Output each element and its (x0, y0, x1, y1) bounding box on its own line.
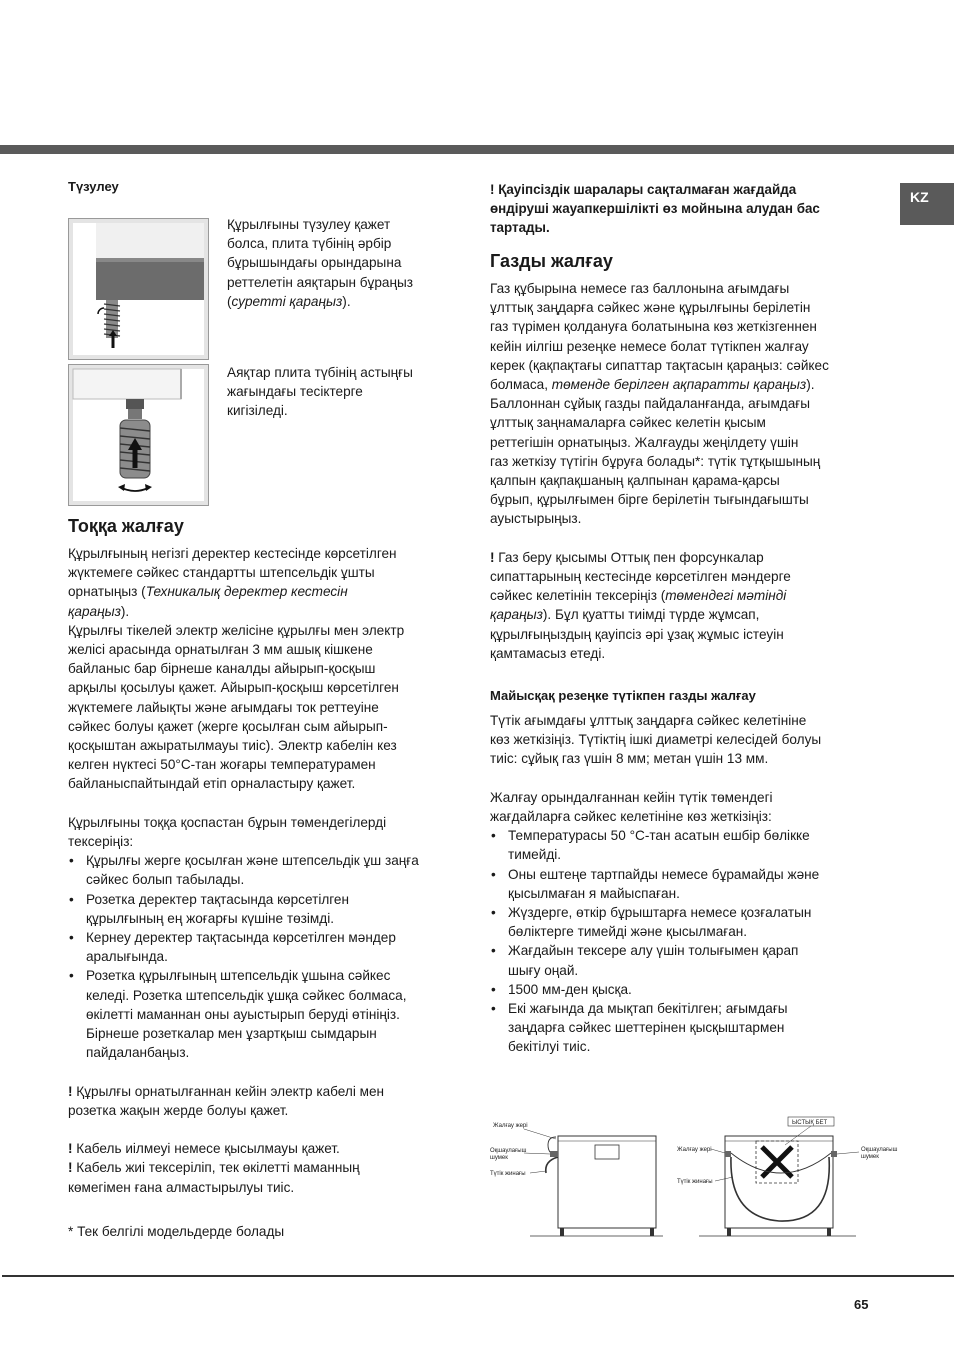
language-tab: KZ (900, 183, 954, 225)
list-item: • Жүздерге, өткір бұрыштарға немесе қозғалатын бөліктерге тимейді және қысылмаған. (490, 903, 890, 941)
safety-warning: ! Қауіпсіздік шаралары сақталмаған жағдайда өндіруші жауапкершілікті өз мойнына алудан бас тартады. (490, 182, 820, 236)
svg-text:Оқшаулағыш: Оқшаулағыш (490, 1148, 527, 1154)
warning-cable-access: ! Құрылғы орнатылғаннан кейін электр кабелі мен (68, 1083, 385, 1099)
warning-cable-bend: ! Кабель иілмеуі немесе қысылмауы қажет. (68, 1141, 340, 1157)
gas-connection-title: Газды жалғау (490, 251, 613, 271)
power-connection-body: Құрылғының негізгі деректер кестесінде көрсетілген жүктемеге сәйкес стандартты штепсельдік ұшты орнатыңыз (Техникалық деректер кестесін қараңыз). Құрылғы тікелей электр желісіне құрылғы мен электр желісі арасында орнатылған 3 мм ашық кішкене байланыс бар бірнеше каналды айырып-қосқыш арқылы қосылуы қажет. Айырып-қосқыш көрсетілген жүктемеге лайықты және ағымдағы ток реттеуіне сәйкес болуы қажет (жерге қосылған сым айырып- қосқыштан ажыратылмауы тиіс). Электр кабелін кез келген нүктесі 50°С-тан жоғары температурамен байланыспайтындай етіп орналастыру қажет. Құрылғыны тоққа қоспастан бұрын төмендегілерді тексеріңіз: • Құрылғы жерге қосылған және штепсельдік ұш заңға сәйкес болып табылады. • Розетка деректер тақтасында көрсетілген құрылғының ең жоғарғы күшіне төзімді. • Кернеу деректер тақтасында көрсетілген мәндер аралығында. • Розетка құрылғының штепсельдік ұшына сәйкес келеді. Розетка штепсельдік ұшқа сәйкес болмаса, өкілетті маманнан оны ауыстырып беруді өтініңіз. Бірнеше розеткалар мен ұзартқыш сымдарын пайдаланбаңыз. ! Құрылғы орнатылғаннан кейін электр кабелі мен розетка жақын жерде болуы қажет. ! Кабель иілмеуі немесе қысылмауы қажет. ! Кабель жиі тексеріліп, тек өкілетті маманның көмегімен ғана алмастырылуы тиіс. (68, 544, 458, 1197)
svg-text:шумек: шумек (490, 1155, 508, 1161)
hose-connection-title: Майысқақ резеңке түтікпен газды жалғау (490, 688, 756, 703)
hose-diagram-incorrect (673, 1115, 905, 1241)
list-item: • Екі жағында да мықтап бекітілген; ағымдағы заңдарға сәйкес шеттерінен қысқыштармен бекітілуі тиіс. (490, 999, 890, 1057)
levelling-title: Түзулеу (68, 179, 119, 194)
hose-check-list (490, 826, 890, 1056)
svg-text:Түтік жинағы: Түтік жинағы (677, 1179, 713, 1185)
svg-text:шумек: шумек (861, 1154, 879, 1160)
power-connection-title: Тоққа жалғау (68, 516, 184, 536)
list-item: • Розетка деректер тақтасында көрсетілген құрылғының ең жоғарғы күшіне төзімді. (68, 890, 458, 928)
gas-connection-body: Газ құбырына немесе газ баллонына ағымдағы ұлттық заңдарға сәйкес және құрылғыны берілетін газ түрімен қолдануға болатынына көз жеткізгеннен кейін иілгіш резеңке немесе болат түтікпен жалғау керек (қақпақтағы сипаттар тақтасын қараңыз: сәйкес болмаса, төменде берілген ақпаратты қараңыз). Баллоннан сұйық газды пайдаланғанда, ағымдағы ұлттық заңнамаларға сәйкес келетін қысым реттегішін орнатыңыз. Жалғауды жеңілдету үшін газ жеткізу түтігін бұруға болады*: түтік тұтқышының қалпын қақпақшаның қалпынан қарама-қарсы бұрып, құрылғымен бірге берілетін тығындағышты ауыстырыңыз. ! Газ беру қысымы Оттық пен форсункалар сипаттарының кестесінде көрсетілген мәндерге сәйкес келетінін тексеріңіз (төмендегі мәтінді қараңыз). Бұл қуатты тиімді түрде жұмсап, құрылғыңыздың қауіпсіз әрі ұзақ жұмыс істеуін қамтамасыз етеді. (490, 281, 829, 661)
levelling-text-2: Аяқтар плита түбінің астыңғы жағындағы тесіктерге кигізіледі. (227, 365, 413, 419)
levelling-text-1: Құрылғыны түзулеу қажет болса, плита түбінің әрбір бұрышындағы орындарына реттелетін аяқтарын бұраңыз (суретті қараңыз). (227, 217, 413, 309)
hose-diagram-correct (488, 1115, 663, 1241)
list-item: • Құрылғы жерге қосылған және штепсельдік ұш заңға сәйкес болып табылады. (68, 851, 458, 889)
list-item: • Кернеу деректер тақтасында көрсетілген мәндер аралығында. (68, 928, 458, 966)
footer-rule (2, 1275, 954, 1277)
footnote: * Тек белгілі модельдерде болады (68, 1224, 285, 1239)
svg-text:Жалғау жері: Жалғау жері (677, 1147, 712, 1153)
warning-cable-check: ! Кабель жиі тексеріліп, тек өкілетті маманның (68, 1160, 360, 1176)
svg-text:ЫСТЫҚ БЕТ: ЫСТЫҚ БЕТ (792, 1120, 828, 1126)
list-item: • Жағдайын тексере алу үшін толығымен қарап шығу оңай. (490, 941, 890, 979)
header-bar (0, 145, 954, 154)
list-item: • 1500 мм-ден қысқа. (490, 980, 890, 999)
page-number: 65 (854, 1297, 869, 1312)
list-item: • Оны ештеңе тартпайды немесе бұрамайды және қысылмаған я майыспаған. (490, 865, 890, 903)
levelling-figure-bottom (68, 364, 209, 506)
hose-connection-body: Түтік ағымдағы ұлттық заңдарға сәйкес келетініне көз жеткізіңіз. Түтіктің ішкі диаметрі келесідей болуы тиіс: сұйық газ үшін 8 мм; метан үшін 13 мм. Жалғау орындалғаннан кейін түтік төмендегі жағдайларға сәйкес келетініне көз жеткізіңіз: • Температурасы 50 °C-тан асатын ешбір бөлікке тимейді. • Оны ештеңе тартпайды немесе бұрамайды және қысылмаған я майыспаған. • Жүздерге, өткір бұрыштарға немесе қозғалатын бөліктерге тимейді және қысылмаған. • Жағдайын тексере алу үшін толығымен қарап шығу оңай. • 1500 мм-ден қысқа. • Екі жағында да мықтап бекітілген; ағымдағы заңдарға сәйкес шеттерінен қысқыштармен бекітілуі тиіс. (490, 711, 890, 1057)
svg-text:Түтік жинағы: Түтік жинағы (490, 1171, 526, 1177)
levelling-figure-top (68, 218, 209, 360)
svg-text:Жалғау жері: Жалғау жері (493, 1123, 528, 1129)
check-list (68, 851, 458, 1062)
svg-text:Оқшаулағыш: Оқшаулағыш (861, 1147, 898, 1153)
list-item: • Розетка құрылғының штепсельдік ұшына сәйкес келеді. Розетка штепсельдік ұшқа сәйкес болмаса, өкілетті маманнан оны ауыстырып беруді өтініңіз. Бірнеше розеткалар мен ұзартқыш сымдарын пайдаланбаңыз. (68, 966, 458, 1062)
list-item: • Температурасы 50 °C-тан асатын ешбір бөлікке тимейді. (490, 826, 890, 864)
